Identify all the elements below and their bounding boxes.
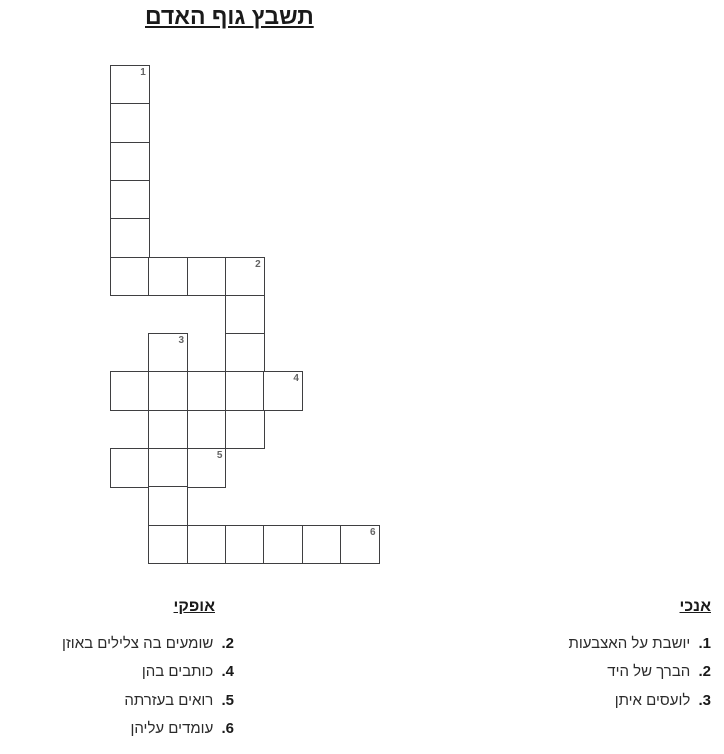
clue-item	[511, 658, 711, 686]
clue-number: 1.	[698, 635, 711, 652]
cell-number: 2	[255, 258, 261, 270]
crossword-cell	[110, 65, 150, 105]
clues-horizontal-section	[4, 597, 234, 743]
crossword-cell	[148, 333, 188, 373]
clue-number: 2.	[221, 635, 234, 652]
clue-item	[4, 715, 234, 743]
clues-vertical-list	[511, 630, 711, 715]
page-title: תשבץ גוף האדם	[145, 3, 314, 29]
crossword-cell	[148, 410, 188, 450]
clue-item	[511, 687, 711, 715]
cell-number: 4	[293, 373, 299, 385]
crossword-cell	[187, 257, 227, 297]
crossword-cell	[110, 448, 150, 488]
clue-text: עומדים עליהן	[130, 719, 214, 737]
crossword-cell	[148, 371, 188, 411]
crossword-cell	[225, 333, 265, 373]
crossword-cell	[110, 103, 150, 143]
clues-horizontal-header: אופקי	[173, 598, 215, 615]
crossword-cell	[110, 142, 150, 182]
crossword-cell	[263, 371, 303, 411]
crossword-cell	[340, 525, 380, 565]
clue-item	[4, 630, 234, 658]
crossword-cell	[148, 257, 188, 297]
crossword-cell	[110, 218, 150, 258]
cell-number: 3	[178, 335, 185, 347]
cell-number: 1	[140, 67, 146, 78]
crossword-cell	[148, 448, 188, 488]
clue-text: הברך של היד	[607, 663, 691, 681]
clues-vertical-section	[511, 597, 711, 715]
cell-number: 5	[216, 450, 223, 461]
clue-text: לועסים איתן	[614, 691, 691, 709]
crossword-cell	[225, 257, 265, 297]
crossword-cell	[148, 486, 188, 526]
crossword-cell	[187, 448, 227, 488]
clue-number: 2.	[698, 663, 711, 681]
clue-text: שומעים בה צלילים באוזן	[62, 635, 214, 652]
clue-item	[4, 658, 234, 686]
clue-number: 6.	[221, 719, 234, 737]
clues-vertical-header: אנכי	[679, 598, 711, 615]
clue-item	[511, 630, 711, 658]
clue-text: רואים בעזרתה	[124, 691, 214, 709]
crossword-cell	[225, 525, 265, 565]
crossword-cell	[302, 525, 342, 565]
crossword-cell	[148, 525, 188, 565]
crossword-cell	[187, 525, 227, 565]
clue-text: יושבת על האצבעות	[568, 635, 691, 652]
clue-item	[4, 687, 234, 715]
crossword-cell	[225, 410, 265, 450]
crossword-cell	[187, 371, 227, 411]
crossword-cell	[110, 257, 150, 297]
crossword-cell	[187, 410, 227, 450]
clue-text: כותבים בהן	[141, 663, 214, 681]
crossword-cell	[110, 371, 150, 411]
clue-number: 4.	[221, 663, 234, 681]
clues-horizontal-list	[4, 630, 234, 743]
crossword-cell	[225, 371, 265, 411]
cell-number: 6	[370, 526, 376, 538]
crossword-cell	[110, 180, 150, 220]
crossword-cell	[263, 525, 303, 565]
clue-number: 3.	[698, 691, 711, 709]
clue-number: 5.	[221, 691, 234, 709]
crossword-cell	[225, 295, 265, 335]
